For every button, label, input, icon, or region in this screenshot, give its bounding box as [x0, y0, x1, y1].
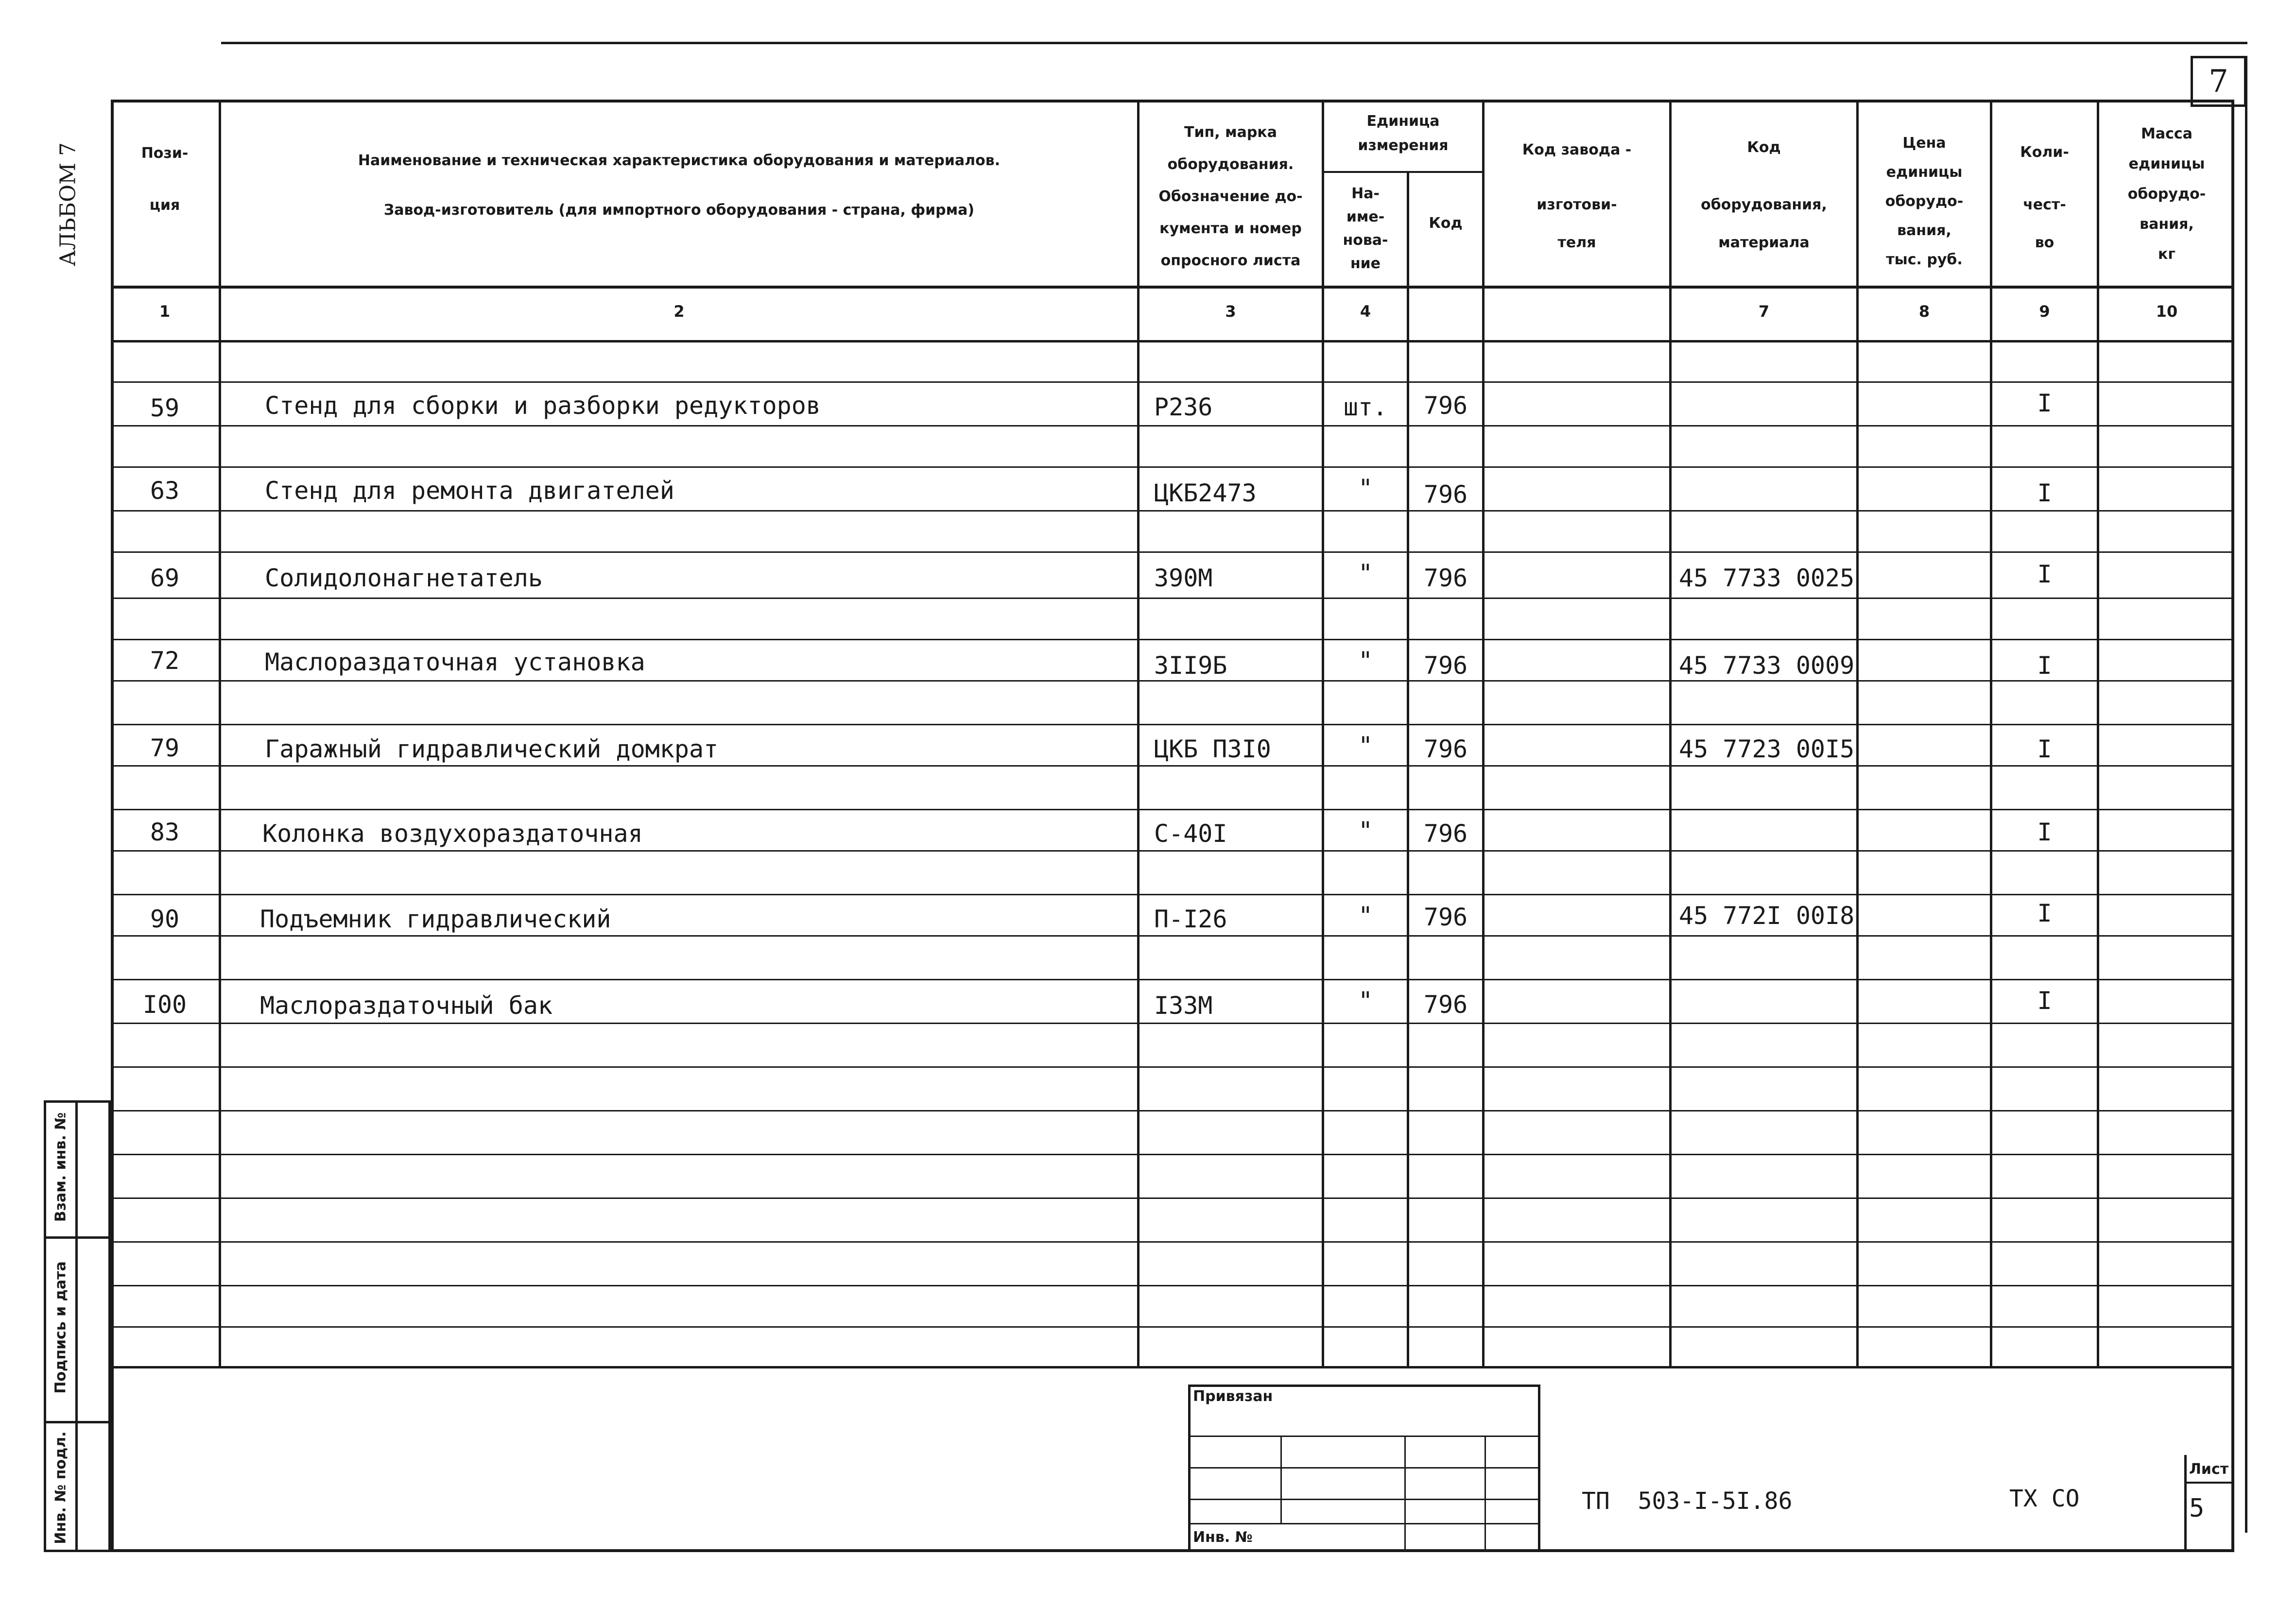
row-code: 796 — [1423, 564, 1468, 592]
row-type: 390М — [1154, 564, 1213, 592]
sheet-number: 5 — [2189, 1494, 2205, 1523]
stamp-inv-original: Инв. № подл. — [52, 1431, 69, 1544]
row-code: 796 — [1423, 820, 1468, 848]
row-name: Колонка воздухораздаточная — [262, 820, 643, 848]
header-col7: Код оборудования, материала — [1701, 139, 1827, 251]
row-name: Стенд для сборки и разборки редукторов — [265, 392, 821, 420]
row-unit: " — [1358, 987, 1373, 1015]
row-type: I33М — [1154, 992, 1213, 1020]
row-qty: I — [2037, 735, 2052, 763]
row-code: 796 — [1423, 651, 1468, 680]
row-code: 796 — [1423, 392, 1468, 420]
attached-label: Привязан — [1193, 1388, 1273, 1405]
col-number-7: 7 — [1758, 302, 1770, 321]
stamp-inv-replace: Взам. инв. № — [52, 1112, 69, 1222]
row-qty: I — [2037, 479, 2052, 507]
row-position: 90 — [150, 905, 180, 933]
col-number-4: 4 — [1360, 302, 1371, 321]
header-col5: Код — [1429, 215, 1463, 232]
col-number-8: 8 — [1918, 302, 1930, 321]
row-unit: " — [1358, 732, 1373, 760]
row-unit: " — [1358, 647, 1373, 675]
col-number-10: 10 — [2156, 302, 2178, 321]
row-qty: I — [2037, 651, 2052, 680]
row-code: 796 — [1423, 903, 1468, 931]
inv-no-label: Инв. № — [1193, 1529, 1253, 1546]
stamp-signature-date: Подпись и дата — [52, 1261, 69, 1394]
sheet-label: Лист — [2189, 1461, 2229, 1478]
row-name: Подъемник гидравлический — [260, 905, 611, 933]
row-type: ЦКБ П3I0 — [1154, 735, 1271, 763]
row-type: 3II9Б — [1154, 651, 1227, 680]
col-number-3: 3 — [1225, 302, 1236, 321]
row-qty: I — [2037, 987, 2052, 1015]
row-name: Гаражный гидравлический домкрат — [265, 735, 719, 763]
row-name: Солидолонагнетатель — [265, 564, 543, 592]
row-qty: I — [2037, 389, 2052, 417]
row-type: ЦКБ2473 — [1154, 479, 1257, 507]
header-col9: Коли- чест- во — [2020, 144, 2069, 251]
row-equip-code: 45 7723 00I5 — [1679, 735, 1855, 763]
row-type: С-40I — [1154, 820, 1227, 848]
row-qty: I — [2037, 818, 2052, 846]
col-number-2: 2 — [673, 302, 685, 321]
row-code: 796 — [1423, 991, 1468, 1019]
row-name: Стенд для ремонта двигателей — [265, 477, 674, 505]
row-position: 83 — [150, 818, 180, 846]
row-qty: I — [2037, 560, 2052, 588]
row-position: I00 — [142, 991, 187, 1019]
header-col4: На- име- нова- ние — [1343, 185, 1388, 272]
header-unit: Единица измерения — [1358, 113, 1449, 154]
row-name: Маслораздаточный бак — [260, 992, 553, 1020]
row-qty: I — [2037, 899, 2052, 927]
header-col8: Цена единицы оборудо- вания, тыс. руб. — [1885, 135, 1964, 268]
row-code: 796 — [1423, 735, 1468, 763]
header-col6: Код завода - изготови- теля — [1522, 141, 1632, 251]
header-col1: Пози- ция — [141, 145, 189, 214]
row-type: Р236 — [1154, 393, 1213, 421]
row-unit: " — [1358, 817, 1373, 845]
row-type: П-I26 — [1154, 905, 1227, 933]
row-code: 796 — [1423, 480, 1468, 509]
document-code: ТП 503-I-5I.86 — [1582, 1487, 1793, 1515]
row-position: 59 — [150, 394, 180, 422]
col-number-1: 1 — [159, 302, 171, 321]
row-position: 63 — [150, 477, 180, 505]
row-unit: шт. — [1343, 393, 1388, 421]
album-label: АЛЬБОМ 7 — [55, 142, 81, 267]
row-equip-code: 45 7733 0025 — [1679, 564, 1855, 592]
document-mark: ТХ СО — [2009, 1485, 2080, 1512]
row-name: Маслораздаточная установка — [265, 648, 645, 676]
row-unit: " — [1358, 474, 1373, 502]
row-unit: " — [1358, 559, 1373, 587]
row-position: 69 — [150, 564, 180, 592]
header-col3: Тип, марка оборудования. Обозначение до- кумента и номер опросного листа — [1158, 124, 1303, 269]
col-number-9: 9 — [2039, 302, 2050, 321]
row-position: 72 — [150, 647, 180, 675]
header-col2: Наименование и техническая характеристика оборудования и материалов. Завод-изготовитель (для импортного оборудования - страна, фирма) — [358, 152, 1001, 219]
header-col10: Масса единицы оборудо- вания, кг — [2127, 125, 2206, 263]
row-unit: " — [1358, 902, 1373, 930]
row-equip-code: 45 772I 00I8 — [1679, 902, 1855, 930]
row-position: 79 — [150, 734, 180, 762]
row-equip-code: 45 7733 0009 — [1679, 651, 1855, 680]
page-number: 7 — [2209, 64, 2228, 100]
